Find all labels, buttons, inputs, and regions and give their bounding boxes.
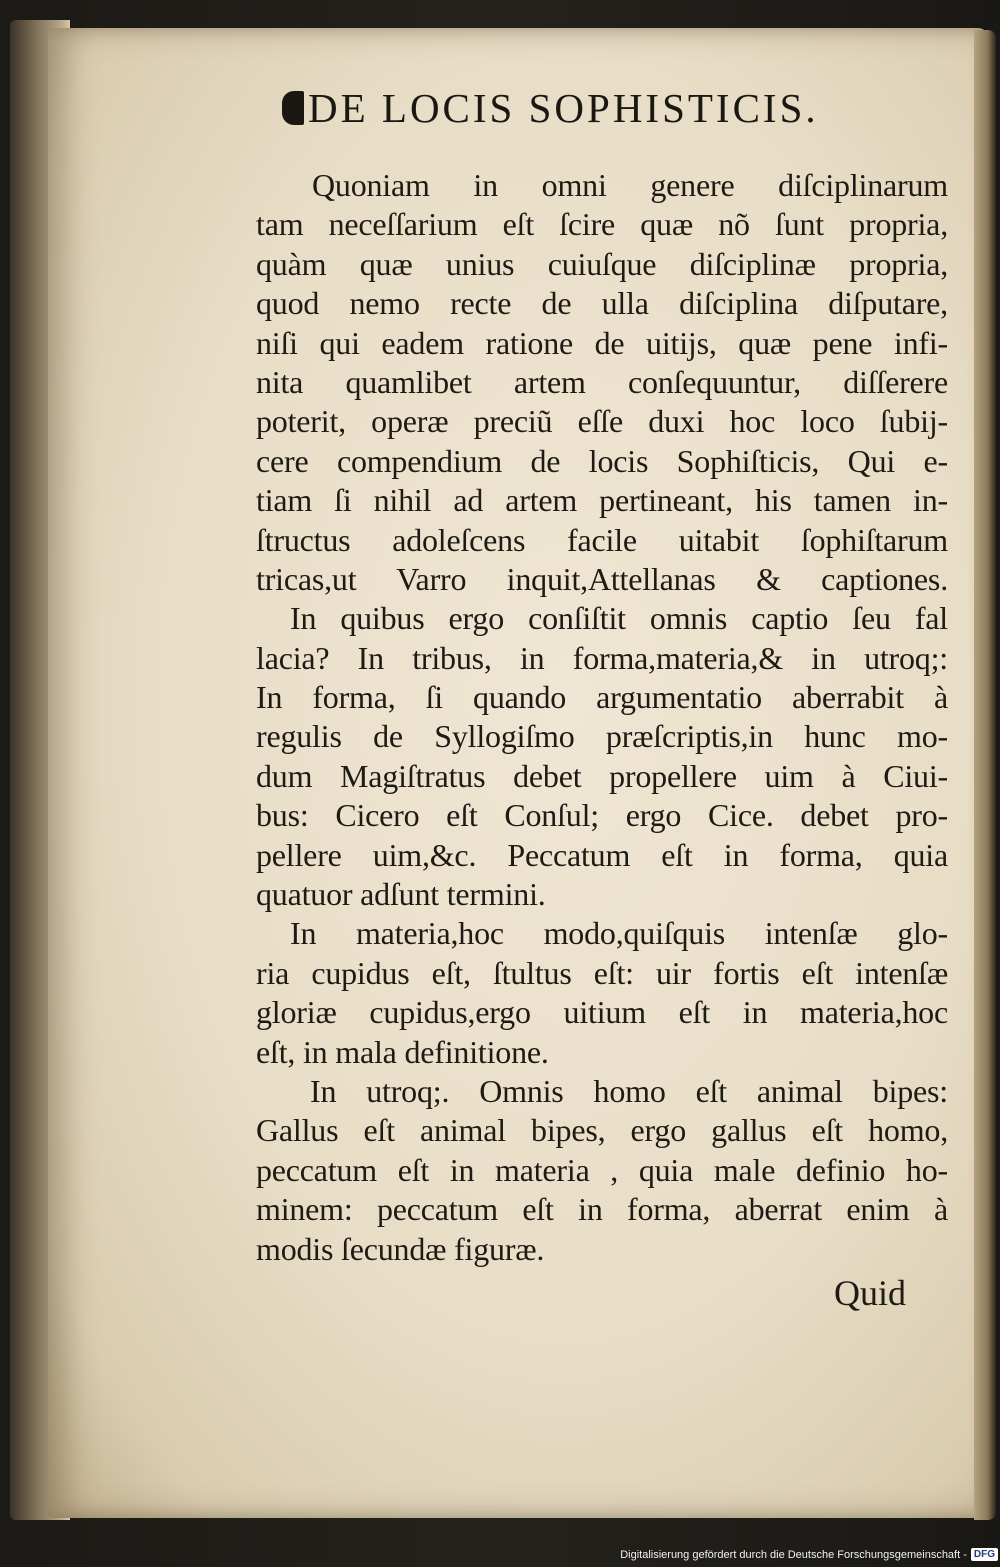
text-line: quàm quæ unius cuiuſque diſciplinæ propria, [256, 245, 948, 282]
text-line: poterit, operæ preciũ eſſe duxi hoc loco ſubij- [256, 403, 948, 440]
text-line: minem: peccatum eſt in forma, aberrat enim à [256, 1191, 948, 1228]
text-line: peccatum eſt in materia , quia male definio ho- [256, 1151, 948, 1188]
text-line: tam neceſſarium eſt ſcire quæ nõ ſunt propria, [256, 206, 948, 243]
text-line: tiam ſi nihil ad artem pertineant, his tamen in- [256, 482, 948, 519]
digitization-credit [608, 1548, 998, 1561]
text-line: modis ſecundæ figuræ. [256, 1230, 545, 1267]
page-fore-edge [974, 30, 996, 1520]
text-line: eſt, in mala definitione. [256, 1033, 549, 1070]
dfg-logo: DFG [971, 1548, 998, 1561]
text-line: cere compendium de locis Sophiſticis, Qui e- [256, 442, 948, 479]
text-line: gloriæ cupidus,ergo uitium eſt in materia,hoc [256, 994, 948, 1031]
running-head [282, 84, 952, 132]
credit-text: Digitalisierung gefördert durch die Deutsche Forschungsgemeinschaft - [620, 1548, 967, 1561]
text-line: lacia? In tribus, in forma,materia,& in utroq;: [256, 639, 948, 676]
text-line: dum Magiſtratus debet propellere uim à Ciui- [256, 757, 948, 794]
text-line: nita quamlibet artem conſequuntur, diſſerere [256, 363, 948, 400]
text-line: bus: Cicero eſt Conſul; ergo Cice. debet pro- [256, 797, 948, 834]
pilcrow-icon [282, 91, 304, 125]
text-line: pellere uim,&c. Peccatum eſt in forma, quia [256, 836, 948, 873]
text-line: In forma, ſi quando argumentatio aberrabit à [256, 679, 948, 716]
catchword: Quid [834, 1273, 906, 1313]
body-text [256, 166, 948, 1269]
text-line: Gallus eſt animal bipes, ergo gallus eſt homo, [256, 1112, 948, 1149]
text-line: quod nemo recte de ulla diſciplina diſputare, [256, 285, 948, 322]
running-head-text: DE LOCIS SOPHISTICIS. [308, 85, 819, 131]
text-line: quatuor adſunt termini. [256, 876, 546, 913]
text-line: tricas,ut Varro inquit,Attellanas & captiones. [256, 560, 948, 597]
text-line: Quoniam in omni genere diſciplinarum [312, 167, 948, 203]
text-line: regulis de Syllogiſmo præſcriptis,in hunc mo- [256, 718, 948, 755]
text-line: ria cupidus eſt, ſtultus eſt: uir fortis eſt intenſæ [256, 954, 948, 991]
text-line: In materia,hoc modo,quiſquis intenſæ glo- [290, 915, 948, 952]
text-line: In utroq;. Omnis homo eſt animal bipes: [310, 1072, 948, 1109]
text-line: niſi qui eadem ratione de uitijs, quæ pene infi- [256, 324, 948, 361]
text-line: ſtructus adoleſcens facile uitabit ſophiſtarum [256, 521, 948, 558]
text-line: In quibus ergo conſiſtit omnis captio ſeu fal [290, 600, 948, 637]
